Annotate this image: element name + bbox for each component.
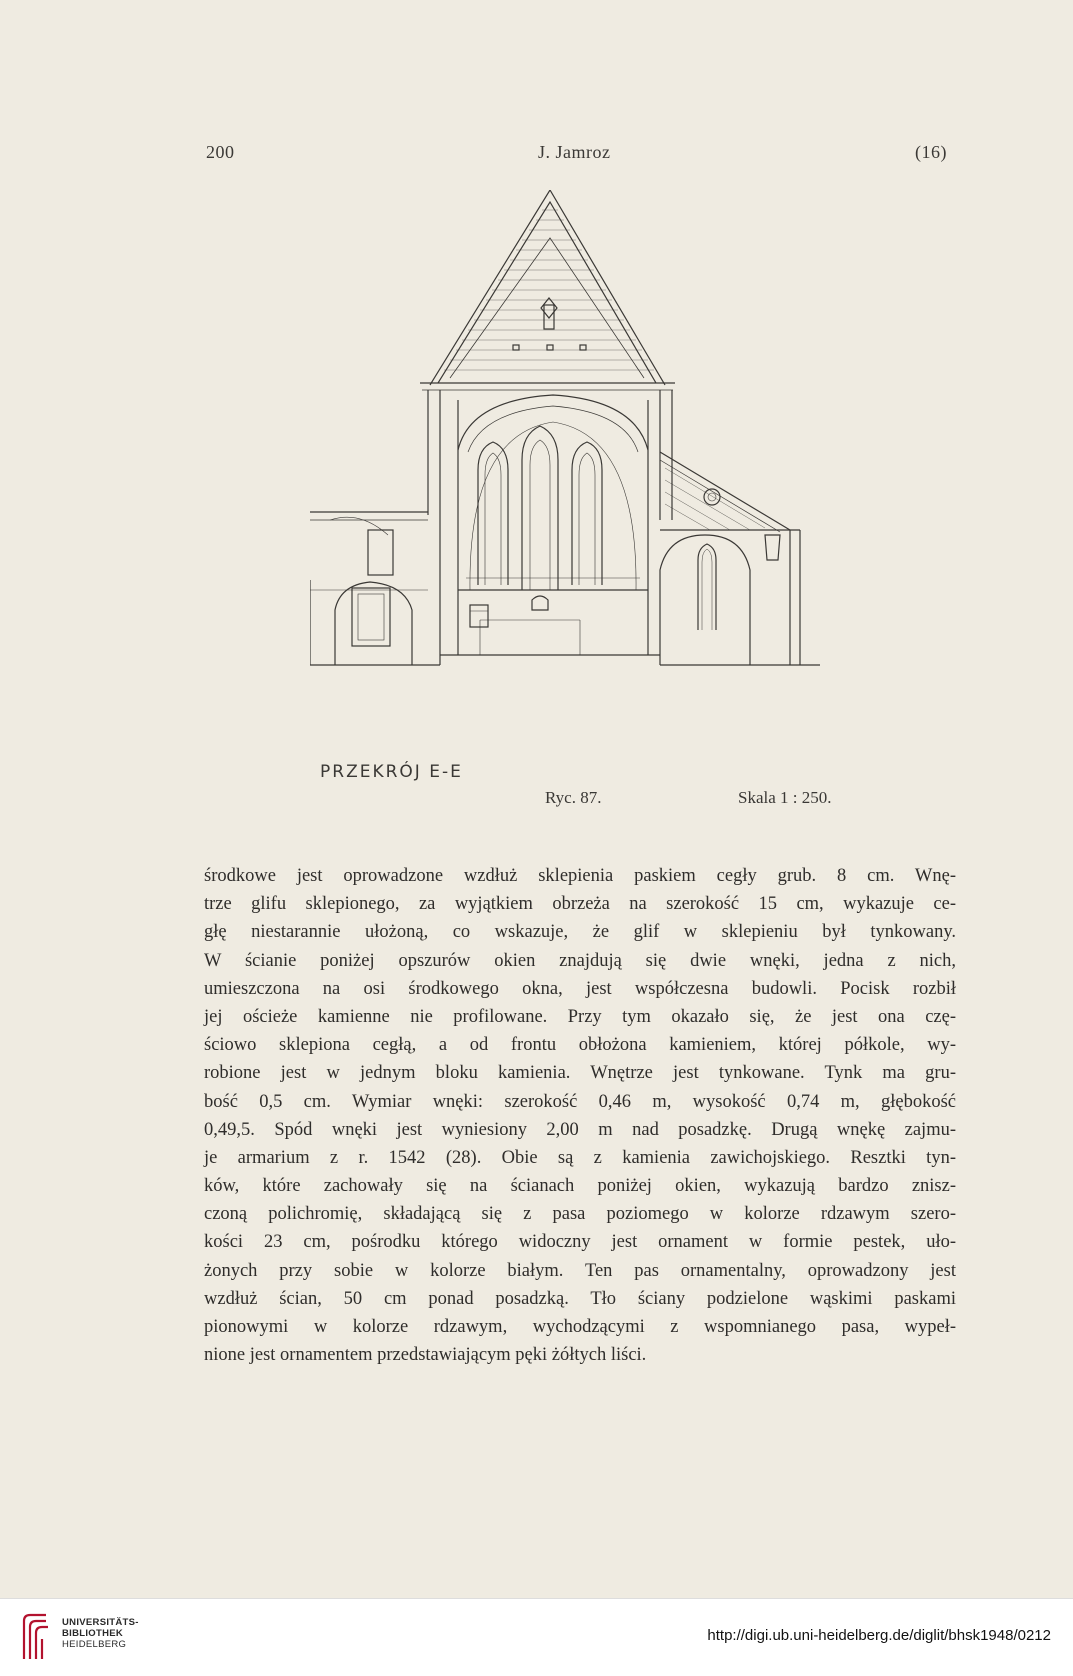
library-name-line: HEIDELBERG [62,1639,127,1650]
gable-roof [430,190,665,385]
figure-number: Ryc. 87. [545,788,602,807]
text-line: nione jest ornamentem przedstawiającym pęki żółtych liści. [204,1345,647,1366]
page-number: 200 [206,142,235,162]
lancet-windows [470,422,636,590]
text-line: żonych przy sobie w kolorze białym. Ten pas ornamentalny, oprowadzony jest [204,1260,956,1281]
library-name[interactable] [62,1617,139,1650]
text-line: jej ościeże kamienne nie profilowane. Przy tym okazało się, że jest ona czę- [204,1006,956,1027]
digitization-footer [0,1598,1073,1676]
library-name-line: UNIVERSITÄTS- [62,1617,139,1628]
text-line: je armarium z r. 1542 (28). Obie są z kamienia zawichojskiego. Resztki tyn- [204,1147,956,1168]
text-line: 0,49,5. Spód wnęki jest wyniesiony 2,00 m nad posadzkę. Drugą wnękę zajmu- [204,1119,956,1140]
text-line: robione jest w jednym bloku kamienia. Wnętrze jest tynkowane. Tynk ma gru- [204,1063,956,1084]
section-label: PRZEKRÓJ E-E [320,762,463,782]
text-line: kości 23 cm, pośrodku którego widoczny jest ornament w formie pestek, uło- [204,1232,956,1253]
text-line: W ścianie poniżej opszurów okien znajdują się dwie wnęki, jedna z nich, [204,950,956,971]
library-logo-icon[interactable] [18,1611,52,1661]
text-line: ków, które zachowały się na ścianach poniżej okien, wykazują bardzo znisz- [204,1176,956,1197]
text-line: wzdłuż ścian, 50 cm ponad posadzką. Tło ściany podzielone wąskimi paskami [204,1288,956,1309]
body-paragraph [204,862,956,1369]
library-name-line: BIBLIOTHEK [62,1628,124,1639]
running-head-author: J. Jamroz [538,142,611,162]
text-line: bość 0,5 cm. Wymiar wnęki: szerokość 0,46 m, wysokość 0,74 m, głębokość [204,1091,956,1112]
permalink-url[interactable]: http://digi.ub.uni-heidelberg.de/diglit/bhsk1948/0212 [707,1627,1051,1644]
figure-scale: Skala 1 : 250. [738,788,832,807]
text-line: ściowo sklepiona cegłą, a od frontu obłożona kamieniem, której półkole, wy- [204,1035,956,1056]
text-line: głę niestarannie ułożoną, co wskazuje, że glif w sklepieniu był tynkowany. [204,922,956,943]
text-line: czoną polichromię, składającą się z pasa poziomego w kolorze rdzawym szero- [204,1204,956,1225]
text-line: środkowe jest oprowadzone wzdłuż sklepienia paskiem cegły grub. 8 cm. Wnę- [204,866,956,886]
text-line: trze glifu sklepionego, za wyjątkiem obrzeża na szerokość 15 cm, wykazuje ce- [204,894,956,915]
text-line: umieszczona na osi środkowego okna, jest współczesna budowli. Pocisk rozbił [204,978,956,999]
section-number: (16) [915,142,947,162]
church-cross-section-drawing [310,190,820,730]
aisle-roof [660,452,790,532]
text-line: pionowymi w kolorze rdzawym, wychodzącymi z wspomnianego pasa, wypeł- [204,1317,956,1337]
